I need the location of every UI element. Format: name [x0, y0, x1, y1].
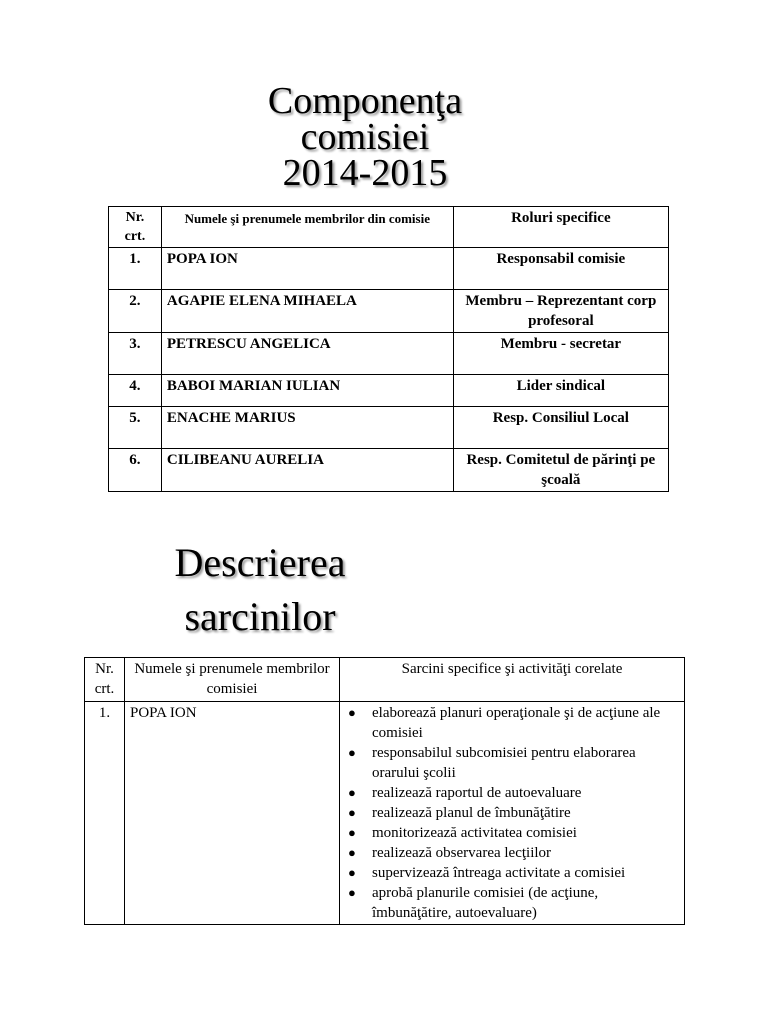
- row-name: PETRESCU ANGELICA: [161, 333, 453, 375]
- row-name: CILIBEANU AURELIA: [161, 449, 453, 492]
- bullet-icon: ●: [348, 705, 356, 720]
- tasks-title-line1: Descrierea: [174, 540, 346, 585]
- bullet-icon: ●: [348, 805, 356, 820]
- bullet-icon: ●: [348, 865, 356, 880]
- header-name: Numele şi prenumele membrilor din comisie: [161, 207, 453, 248]
- row-nr: 4.: [109, 375, 162, 407]
- row-nr: 6.: [109, 449, 162, 492]
- list-item: [345, 843, 679, 863]
- row-role: Lider sindical: [453, 375, 668, 407]
- task-text: supervizează întreaga activitate a comisiei: [372, 865, 626, 881]
- committee-title: [150, 80, 580, 194]
- row-name: ENACHE MARIUS: [161, 407, 453, 449]
- row-nr: 3.: [109, 333, 162, 375]
- row-tasks: [340, 702, 685, 925]
- task-text: realizează observarea lecţiilor: [372, 845, 552, 861]
- header-nr: [109, 207, 162, 248]
- row-name: AGAPIE ELENA MIHAELA: [161, 290, 453, 333]
- table-row: [85, 702, 685, 925]
- bullet-icon: ●: [348, 845, 356, 860]
- table-row: [109, 407, 669, 449]
- header-name: Numele şi prenumele membrilor comisiei: [125, 658, 340, 702]
- task-text: aprobă planurile comisiei (de acţiune, îmbunăţătire, autoevaluare): [372, 885, 599, 921]
- tasks-title: [120, 536, 400, 644]
- task-text: elaborează planuri operaţionale şi de acţiune ale comisiei: [372, 705, 661, 741]
- row-name: BABOI MARIAN IULIAN: [161, 375, 453, 407]
- list-item: [345, 803, 679, 823]
- list-item: [345, 823, 679, 843]
- table-row: [109, 290, 669, 333]
- committee-header-row: [109, 207, 669, 248]
- row-name: POPA ION: [125, 702, 340, 925]
- task-text: realizează raportul de autoevaluare: [372, 785, 582, 801]
- list-item: [345, 883, 679, 923]
- row-nr: 1.: [109, 248, 162, 290]
- task-text: monitorizează activitatea comisiei: [372, 825, 577, 841]
- row-role: Membru – Reprezentant corp profesoral: [453, 290, 668, 333]
- list-item: [345, 783, 679, 803]
- table-row: [109, 375, 669, 407]
- row-role: Resp. Consiliul Local: [453, 407, 668, 449]
- header-task: Sarcini specifice şi activităţi corelate: [340, 658, 685, 702]
- task-text: realizează planul de îmbunăţătire: [372, 805, 571, 821]
- table-row: [109, 449, 669, 492]
- row-nr: 2.: [109, 290, 162, 333]
- header-nr-line2: crt.: [94, 681, 115, 697]
- task-list: [345, 703, 679, 923]
- tasks-table: [84, 657, 685, 925]
- row-role: Resp. Comitetul de părinţi pe şcoală: [453, 449, 668, 492]
- list-item: [345, 743, 679, 783]
- row-role: Responsabil comisie: [453, 248, 668, 290]
- tasks-header-row: [85, 658, 685, 702]
- bullet-icon: ●: [348, 785, 356, 800]
- committee-title-line1: Componenţa: [267, 80, 463, 122]
- row-role: Membru - secretar: [453, 333, 668, 375]
- header-nr: [85, 658, 125, 702]
- header-role: Roluri specifice: [453, 207, 668, 248]
- list-item: [345, 703, 679, 743]
- row-name: POPA ION: [161, 248, 453, 290]
- header-nr-line1: Nr.: [95, 661, 114, 677]
- task-text: responsabilul subcomisiei pentru elaborarea orarului şcolii: [372, 745, 636, 781]
- tasks-title-line2: sarcinilor: [184, 594, 336, 639]
- bullet-icon: ●: [348, 885, 356, 900]
- header-nr-line1: Nr.: [125, 210, 145, 225]
- table-row: [109, 248, 669, 290]
- row-nr: 5.: [109, 407, 162, 449]
- committee-title-line3: 2014-2015: [282, 152, 448, 194]
- bullet-icon: ●: [348, 745, 356, 760]
- row-nr: 1.: [85, 702, 125, 925]
- header-nr-line2: crt.: [124, 229, 146, 244]
- list-item: [345, 863, 679, 883]
- bullet-icon: ●: [348, 825, 356, 840]
- committee-title-line2: comisiei: [300, 116, 430, 158]
- table-row: [109, 333, 669, 375]
- committee-table: [108, 206, 669, 492]
